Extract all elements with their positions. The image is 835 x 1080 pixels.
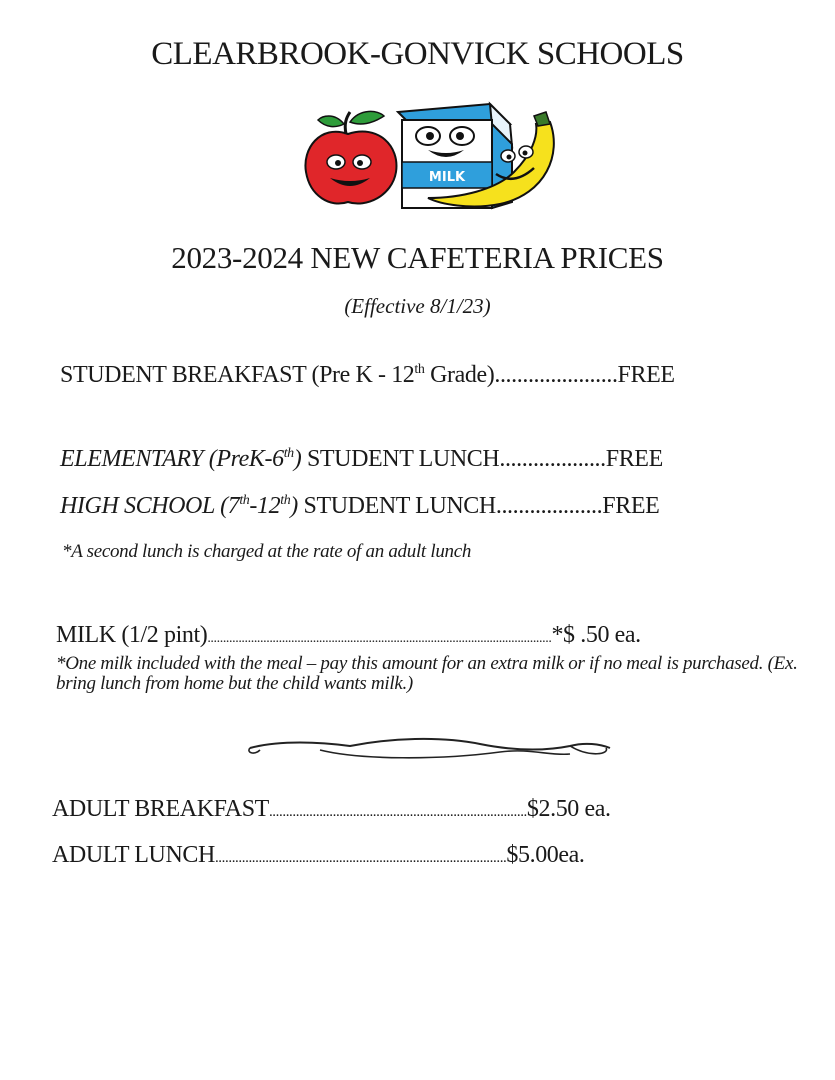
leader-dots: ......................: [494, 362, 618, 388]
leader-dots: .......................................................................................: [214, 850, 507, 866]
adult-breakfast-label: ADULT BREAKFAST: [52, 796, 269, 822]
effective-date: (Effective 8/1/23): [344, 294, 491, 318]
student-breakfast-row: [60, 362, 675, 389]
leader-dots: ...................: [499, 446, 606, 472]
highschool-lunch-row: [60, 493, 659, 520]
elementary-lunch-label: ELEMENTARY (PreK-6th) STUDENT LUNCH: [60, 446, 500, 472]
milk-note: *One milk included with the meal – pay this amount for an extra milk or if no meal is purchased. (Ex. bring lunch from home but the child wants milk.): [56, 653, 798, 694]
highschool-lunch-label: HIGH SCHOOL (7th-12th) STUDENT LUNCH: [60, 493, 496, 519]
highschool-lunch-price: FREE: [602, 493, 660, 519]
milk-price: *$ .50 ea.: [551, 622, 641, 648]
milk-label: MILK: [428, 170, 466, 185]
milk-label: MILK (1/2 pint): [56, 622, 208, 648]
leader-dots: ...............................................................................................................: [207, 631, 552, 646]
leader-dots: ...................: [495, 493, 603, 519]
milk-row: [56, 622, 756, 649]
student-breakfast-label: STUDENT BREAKFAST (Pre K - 12th Grade): [60, 362, 495, 388]
food-mascots-illustration: [300, 94, 570, 214]
second-lunch-note: *A second lunch is charged at the rate of an adult lunch: [62, 541, 472, 562]
school-name: CLEARBROOK-GONVICK SCHOOLS: [151, 36, 684, 72]
cafeteria-prices-title: 2023-2024 NEW CAFETERIA PRICES: [171, 240, 664, 275]
adult-lunch-row: [52, 842, 752, 869]
adult-breakfast-row: [52, 796, 752, 823]
adult-lunch-label: ADULT LUNCH: [52, 842, 215, 868]
elementary-lunch-price: FREE: [605, 446, 663, 472]
leader-dots: .............................................................................: [268, 804, 527, 820]
elementary-lunch-row: [60, 446, 663, 473]
ornamental-divider: [240, 730, 615, 764]
adult-lunch-price: $5.00ea.: [506, 842, 585, 868]
student-breakfast-price: FREE: [617, 362, 675, 388]
apple-icon: [305, 111, 396, 203]
adult-breakfast-price: $2.50 ea.: [526, 796, 611, 822]
